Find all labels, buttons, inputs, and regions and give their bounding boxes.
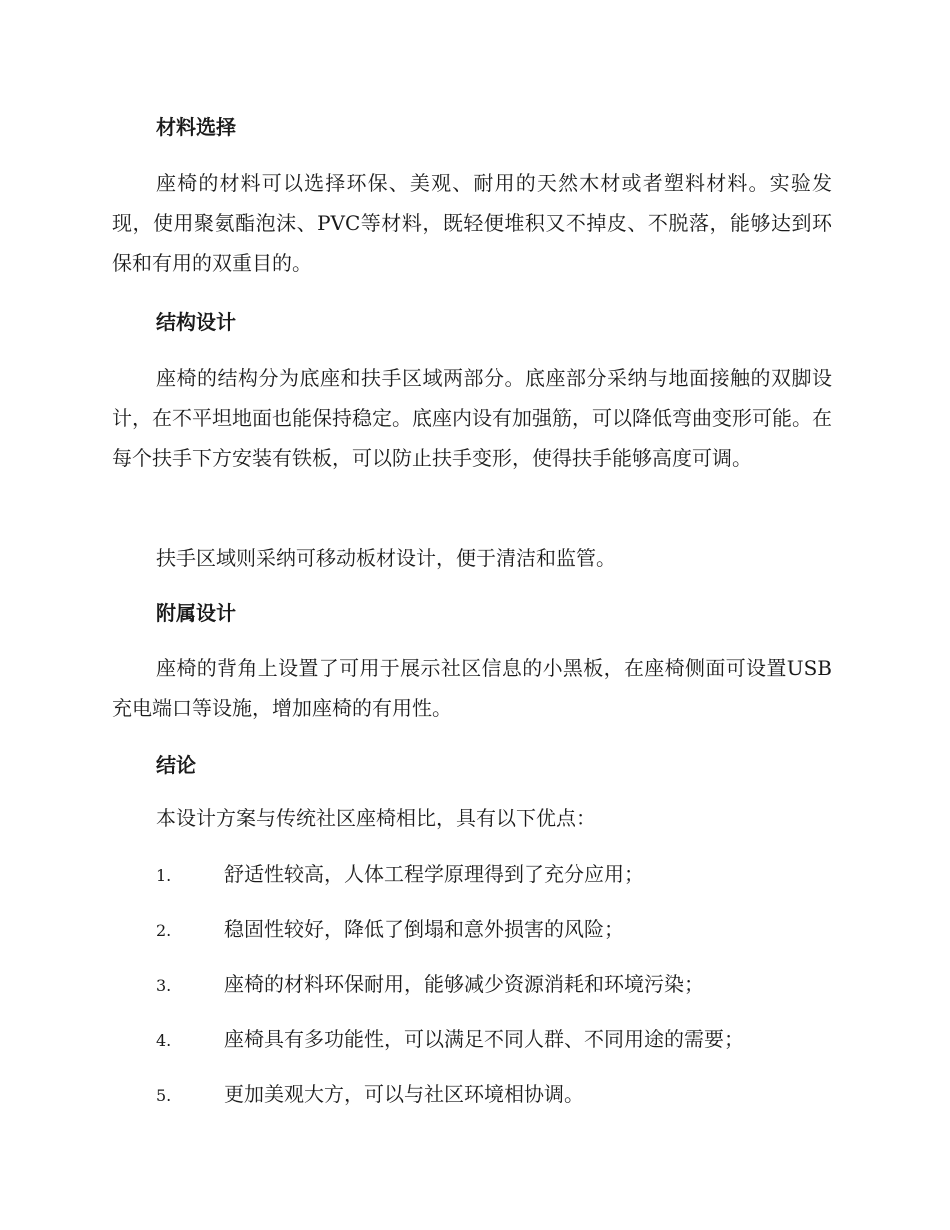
- section-heading-conclusion: 结论: [156, 753, 196, 777]
- section-heading-accessory: 附属设计: [156, 601, 236, 625]
- list-item-text: 舒适性较高，人体工程学原理得到了充分应用；: [224, 862, 644, 886]
- list-item-number: 5.: [156, 1086, 172, 1105]
- section-heading-structure: 结构设计: [156, 310, 236, 334]
- list-item-text: 稳固性较好，降低了倒塌和意外损害的风险；: [224, 917, 624, 941]
- list-item-text: 座椅具有多功能性，可以满足不同人群、不同用途的需要；: [224, 1027, 744, 1051]
- paragraph-structure-1: 座椅的结构分为底座和扶手区域两部分。底座部分采纳与地面接触的双脚设计，在不平坦地面也能保持稳定。底座内设有加强筋，可以降低弯曲变形可能。在每个扶手下方安装有铁板，可以防止扶手变形，使得扶手能够高度可调。: [112, 366, 832, 470]
- list-item-number: 4.: [156, 1031, 172, 1050]
- list-item-number: 1.: [156, 866, 172, 885]
- paragraph-materials: 座椅的材料可以选择环保、美观、耐用的天然木材或者塑料材料。实验发现，使用聚氨酯泡沫、PVC等材料，既轻便堆积又不掉皮、不脱落，能够达到环保和有用的双重目的。: [112, 171, 832, 275]
- list-item-text: 座椅的材料环保耐用，能够减少资源消耗和环境污染；: [224, 972, 704, 996]
- section-heading-materials: 材料选择: [156, 115, 236, 139]
- list-item-number: 3.: [156, 976, 172, 995]
- paragraph-accessory: 座椅的背角上设置了可用于展示社区信息的小黑板，在座椅侧面可设置USB充电端口等设施，增加座椅的有用性。: [112, 656, 832, 720]
- list-item-number: 2.: [156, 921, 172, 940]
- paragraph-conclusion-intro: 本设计方案与传统社区座椅相比，具有以下优点：: [156, 806, 596, 830]
- list-item-text: 更加美观大方，可以与社区环境相协调。: [224, 1082, 584, 1106]
- paragraph-structure-2: 扶手区域则采纳可移动板材设计，便于清洁和监管。: [156, 546, 616, 570]
